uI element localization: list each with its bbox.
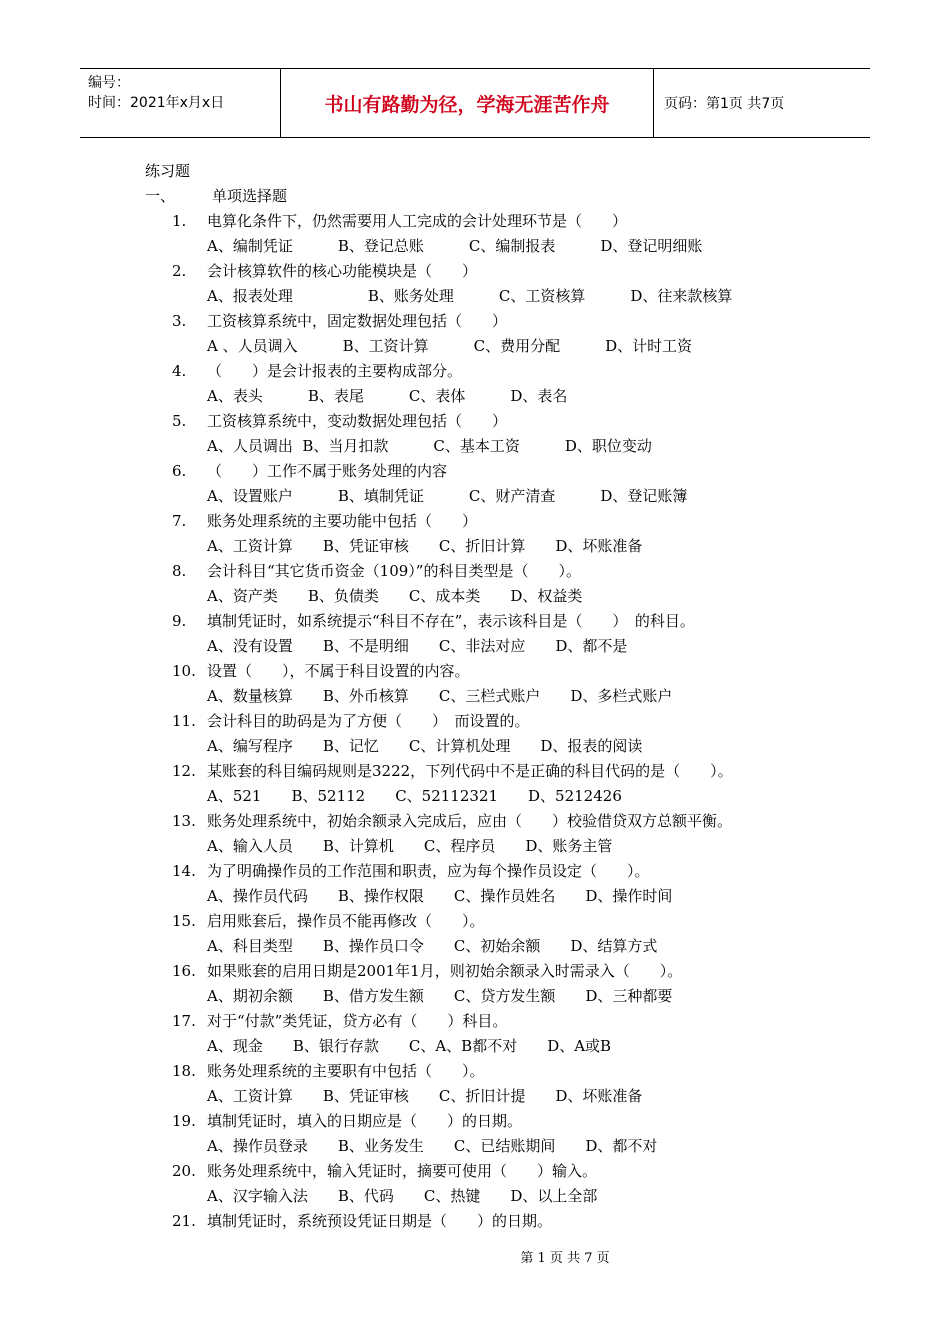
question-number: 2. [172, 262, 187, 280]
question-options: A、编制凭证 B、登记总账 C、编制报表 D、登记明细账 [207, 237, 703, 255]
section-index: 一、 [145, 187, 176, 205]
question-options: A、汉字输入法 B、代码 C、热键 D、以上全部 [207, 1187, 598, 1205]
header-motto-cell [281, 69, 654, 137]
question-number: 18. [172, 1062, 196, 1080]
question-options: A、编写程序 B、记忆 C、计算机处理 D、报表的阅读 [207, 737, 643, 755]
question-number: 12. [172, 762, 196, 780]
question-options: A、输入人员 B、计算机 C、程序员 D、账务主管 [207, 837, 613, 855]
question-number: 5. [172, 412, 187, 430]
question-number: 13. [172, 812, 196, 830]
question-options: A、操作员登录 B、业务发生 C、已结账期间 D、都不对 [207, 1137, 658, 1155]
question-text: 账务处理系统的主要功能中包括（ ） [207, 512, 478, 530]
question-options: A、操作员代码 B、操作权限 C、操作员姓名 D、操作时间 [207, 887, 673, 905]
question-text: 填制凭证时，系统预设凭证日期是（ ）的日期。 [207, 1212, 553, 1230]
question-options: A、没有设置 B、不是明细 C、非法对应 D、都不是 [207, 637, 628, 655]
question-text: 对于“付款”类凭证，贷方必有（ ）科目。 [207, 1012, 508, 1030]
question-options: A、报表处理 B、账务处理 C、工资核算 D、往来款核算 [207, 287, 733, 305]
question-number: 20. [172, 1162, 196, 1180]
header-page-info-cell [654, 69, 870, 137]
page-footer: 第 1 页 共 7 页 [520, 1251, 610, 1266]
question-number: 10. [172, 662, 196, 680]
question-number: 17. [172, 1012, 196, 1030]
question-text: 账务处理系统的主要职有中包括（ ）。 [207, 1062, 485, 1080]
question-options: A、数量核算 B、外币核算 C、三栏式账户 D、多栏式账户 [207, 687, 673, 705]
question-options: A、工资计算 B、凭证审核 C、折旧计提 D、坏账准备 [207, 1087, 643, 1105]
header-meta [80, 69, 281, 137]
question-text: 某账套的科目编码规则是3222，下列代码中不是正确的科目代码的是（ ）。 [207, 762, 733, 780]
section-name: 单项选择题 [212, 187, 288, 205]
question-number: 9. [172, 612, 187, 630]
document-title: 练习题 [145, 162, 191, 180]
document-number-label: 编号： [88, 75, 130, 91]
question-text: 账务处理系统中，输入凭证时，摘要可使用（ ）输入。 [207, 1162, 598, 1180]
question-options: A、现金 B、银行存款 C、A、B都不对 D、A或B [207, 1037, 612, 1055]
header-page-info: 页码：第1页 共7页 [664, 96, 785, 112]
question-text: 启用账套后，操作员不能再修改（ ）。 [207, 912, 485, 930]
question-number: 21. [172, 1212, 196, 1230]
question-text: （ ）是会计报表的主要构成部分。 [207, 362, 463, 380]
question-options: A、期初余额 B、借方发生额 C、贷方发生额 D、三种都要 [207, 987, 673, 1005]
question-options: A、设置账户 B、填制凭证 C、财产清查 D、登记账簿 [207, 487, 688, 505]
question-text: 如果账套的启用日期是2001年1月，则初始余额录入时需录入（ ）。 [207, 962, 683, 980]
page-header [80, 68, 870, 138]
question-options: A、表头 B、表尾 C、表体 D、表名 [207, 387, 568, 405]
document-date: 时间：2021年x月x日 [88, 95, 225, 111]
question-options: A、工资计算 B、凭证审核 C、折旧计算 D、坏账准备 [207, 537, 643, 555]
question-number: 3. [172, 312, 187, 330]
question-number: 4. [172, 362, 187, 380]
question-options: A、资产类 B、负债类 C、成本类 D、权益类 [207, 587, 583, 605]
question-text: 电算化条件下，仍然需要用人工完成的会计处理环节是（ ） [207, 212, 628, 230]
question-number: 8. [172, 562, 187, 580]
question-options: A、521 B、52112 C、52112321 D、5212426 [207, 787, 622, 805]
question-text: 填制凭证时，如系统提示“科目不存在”，表示该科目是（ ） 的科目。 [207, 612, 695, 630]
question-text: 会计科目“其它货币资金（109）”的科目类型是（ ）。 [207, 562, 581, 580]
question-number: 6. [172, 462, 187, 480]
question-text: 会计科目的助码是为了方便（ ） 而设置的。 [207, 712, 530, 730]
header-motto: 书山有路勤为径，学海无涯苦作舟 [324, 93, 610, 116]
question-number: 16. [172, 962, 196, 980]
question-text: 会计核算软件的核心功能模块是（ ） [207, 262, 478, 280]
question-text: 工资核算系统中，变动数据处理包括（ ） [207, 412, 508, 430]
question-number: 19. [172, 1112, 196, 1130]
question-text: 工资核算系统中，固定数据处理包括（ ） [207, 312, 508, 330]
question-options: A、人员调出 B、当月扣款 C、基本工资 D、职位变动 [207, 437, 652, 455]
question-options: A 、人员调入 B、工资计算 C、费用分配 D、计时工资 [207, 337, 693, 355]
question-text: （ ）工作不属于账务处理的内容 [207, 462, 448, 480]
question-text: 账务处理系统中，初始余额录入完成后，应由（ ）校验借贷双方总额平衡。 [207, 812, 733, 830]
question-text: 设置（ ），不属于科目设置的内容。 [207, 662, 470, 680]
question-number: 11. [172, 712, 196, 730]
question-text: 为了明确操作员的工作范围和职责，应为每个操作员设定（ ）。 [207, 862, 650, 880]
question-options: A、科目类型 B、操作员口令 C、初始余额 D、结算方式 [207, 937, 658, 955]
question-number: 15. [172, 912, 196, 930]
question-text: 填制凭证时，填入的日期应是（ ）的日期。 [207, 1112, 523, 1130]
question-number: 7. [172, 512, 187, 530]
question-number: 14. [172, 862, 196, 880]
question-number: 1. [172, 212, 187, 230]
